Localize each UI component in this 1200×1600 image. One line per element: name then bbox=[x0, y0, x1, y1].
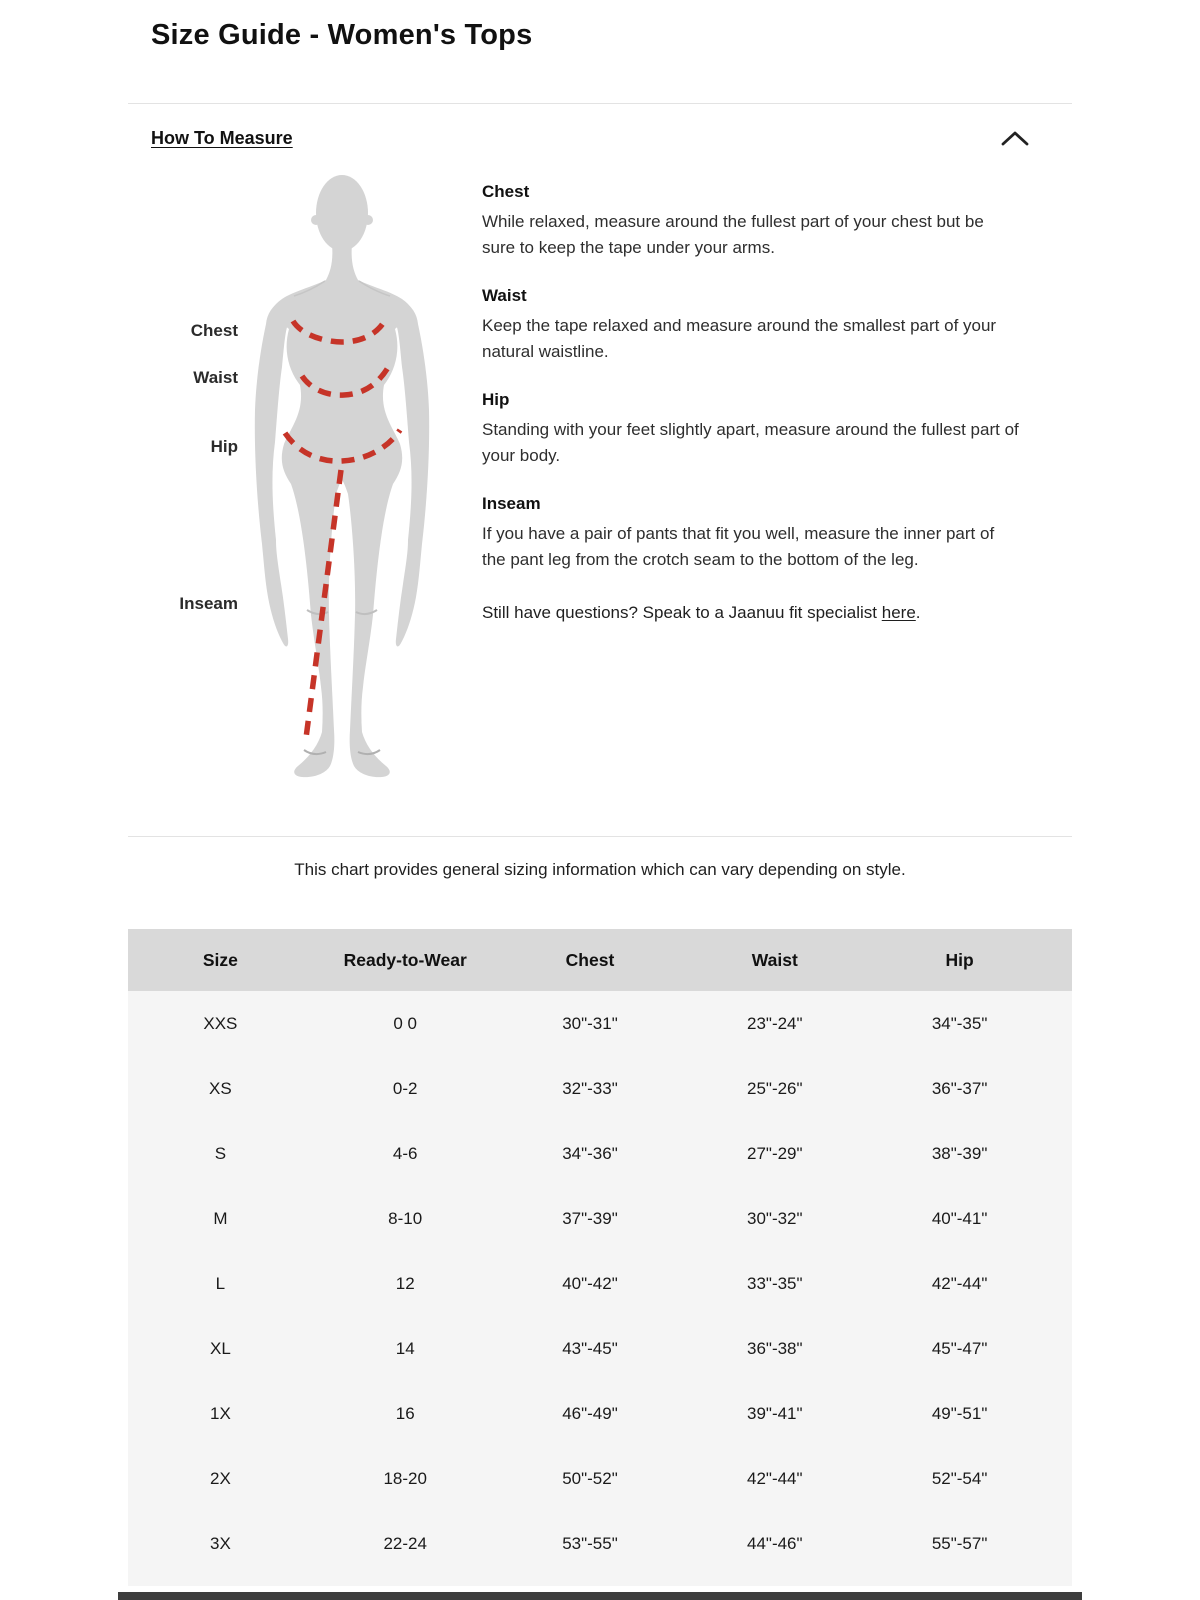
instruction-inseam bbox=[482, 494, 1019, 573]
cell-chest: 50"-52" bbox=[562, 1468, 618, 1488]
instruction-title: Waist bbox=[482, 286, 527, 305]
cell-waist: 25"-26" bbox=[747, 1078, 803, 1098]
cell-size: 1X bbox=[210, 1403, 231, 1423]
fit-specialist-link[interactable]: here bbox=[881, 603, 916, 622]
content-container bbox=[128, 0, 1072, 1586]
cell-hip: 40"-41" bbox=[931, 1208, 988, 1228]
table-row bbox=[128, 1121, 1052, 1186]
cell-size: XS bbox=[209, 1078, 232, 1098]
size-chart-table bbox=[128, 929, 1072, 1586]
table-row bbox=[128, 1446, 1052, 1511]
cell-chest: 34"-36" bbox=[562, 1143, 618, 1163]
instruction-body: If you have a pair of pants that fit you well, measure the inner part of the pant leg from the crotch seam to the bottom of the leg. bbox=[482, 524, 995, 569]
size-chart-note: This chart provides general sizing information which can vary depending on style. bbox=[294, 860, 906, 879]
cell-size: M bbox=[213, 1208, 228, 1228]
divider bbox=[128, 103, 1072, 104]
how-to-measure-toggle[interactable]: How To Measure bbox=[151, 128, 293, 148]
cell-hip: 49"-51" bbox=[931, 1403, 988, 1423]
cell-hip: 42"-44" bbox=[931, 1273, 988, 1293]
instruction-title: Inseam bbox=[482, 494, 541, 513]
instruction-chest bbox=[482, 182, 1019, 261]
cell-ready-to-wear: 8-10 bbox=[388, 1208, 423, 1228]
instruction-waist bbox=[482, 286, 1019, 365]
table-row bbox=[128, 1186, 1052, 1251]
chevron-up-icon[interactable] bbox=[1000, 130, 1030, 147]
figure-label-hip: Hip bbox=[210, 437, 238, 456]
table-row bbox=[128, 1056, 1052, 1121]
divider bbox=[128, 836, 1072, 837]
cell-chest: 37"-39" bbox=[562, 1208, 618, 1228]
cell-hip: 45"-47" bbox=[931, 1338, 988, 1358]
table-row bbox=[128, 1316, 1052, 1381]
cell-ready-to-wear: 0-2 bbox=[392, 1078, 418, 1098]
cell-chest: 53"-55" bbox=[562, 1533, 618, 1553]
measurement-instructions bbox=[482, 182, 1019, 626]
cell-hip: 55"-57" bbox=[931, 1533, 988, 1553]
instruction-body: While relaxed, measure around the fullest part of your chest but be sure to keep the tape under your arms. bbox=[482, 212, 984, 257]
note-text-suffix: . bbox=[915, 603, 921, 622]
table-row bbox=[128, 1251, 1052, 1316]
column-header-hip: Hip bbox=[945, 949, 974, 970]
cell-ready-to-wear: 4-6 bbox=[392, 1143, 418, 1163]
cell-hip: 34"-35" bbox=[931, 1013, 988, 1033]
cell-ready-to-wear: 16 bbox=[395, 1403, 415, 1423]
how-to-measure-header[interactable] bbox=[128, 128, 1072, 149]
cell-chest: 46"-49" bbox=[562, 1403, 618, 1423]
cell-ready-to-wear: 22-24 bbox=[383, 1533, 427, 1553]
cell-waist: 27"-29" bbox=[747, 1143, 803, 1163]
cell-waist: 33"-35" bbox=[747, 1273, 803, 1293]
cell-size: L bbox=[215, 1273, 226, 1293]
column-header-ready-to-wear: Ready-to-Wear bbox=[343, 949, 467, 970]
fit-specialist-note bbox=[482, 600, 1019, 626]
cell-waist: 39"-41" bbox=[747, 1403, 803, 1423]
cell-waist: 23"-24" bbox=[747, 1013, 803, 1033]
cell-ready-to-wear: 12 bbox=[395, 1273, 415, 1293]
cell-chest: 40"-42" bbox=[562, 1273, 618, 1293]
cell-chest: 43"-45" bbox=[562, 1338, 618, 1358]
cell-ready-to-wear: 14 bbox=[395, 1338, 415, 1358]
size-chart-header-row bbox=[128, 929, 1072, 991]
note-text-prefix: Still have questions? Speak to a Jaanuu fit specialist bbox=[482, 603, 882, 622]
cell-chest: 32"-33" bbox=[562, 1078, 618, 1098]
size-table-body bbox=[128, 991, 1072, 1586]
column-header-chest: Chest bbox=[565, 949, 615, 970]
cell-waist: 36"-38" bbox=[747, 1338, 803, 1358]
cell-size: 3X bbox=[210, 1533, 231, 1553]
cell-size: 2X bbox=[210, 1468, 231, 1488]
instruction-hip bbox=[482, 390, 1019, 469]
page-title: Size Guide - Women's Tops bbox=[151, 19, 533, 51]
body-measurement-diagram bbox=[222, 172, 462, 792]
cell-ready-to-wear: 18-20 bbox=[383, 1468, 427, 1488]
figure-label-waist: Waist bbox=[193, 368, 238, 387]
cell-size: S bbox=[214, 1143, 227, 1163]
instruction-title: Hip bbox=[482, 390, 510, 409]
instruction-body: Keep the tape relaxed and measure around the smallest part of your natural waistline. bbox=[482, 316, 997, 361]
cell-size: XXS bbox=[203, 1013, 238, 1033]
table-row bbox=[128, 1381, 1052, 1446]
figure-label-chest: Chest bbox=[190, 321, 238, 340]
cell-hip: 38"-39" bbox=[931, 1143, 988, 1163]
cell-waist: 30"-32" bbox=[747, 1208, 803, 1228]
cell-waist: 42"-44" bbox=[747, 1468, 803, 1488]
cell-hip: 36"-37" bbox=[931, 1078, 988, 1098]
column-header-waist: Waist bbox=[751, 949, 798, 970]
column-header-size: Size bbox=[202, 949, 238, 970]
cell-waist: 44"-46" bbox=[747, 1533, 803, 1553]
footer-bar-edge bbox=[118, 1592, 1082, 1600]
cell-hip: 52"-54" bbox=[931, 1468, 988, 1488]
instruction-title: Chest bbox=[482, 182, 530, 201]
table-row bbox=[128, 991, 1052, 1056]
cell-ready-to-wear: 0 0 bbox=[393, 1013, 418, 1033]
figure-label-inseam: Inseam bbox=[179, 594, 238, 613]
cell-size: XL bbox=[210, 1338, 231, 1358]
cell-chest: 30"-31" bbox=[562, 1013, 618, 1033]
how-to-measure-panel bbox=[128, 158, 1072, 836]
table-row bbox=[128, 1511, 1052, 1576]
instruction-body: Standing with your feet slightly apart, measure around the fullest part of your body. bbox=[482, 420, 1019, 465]
